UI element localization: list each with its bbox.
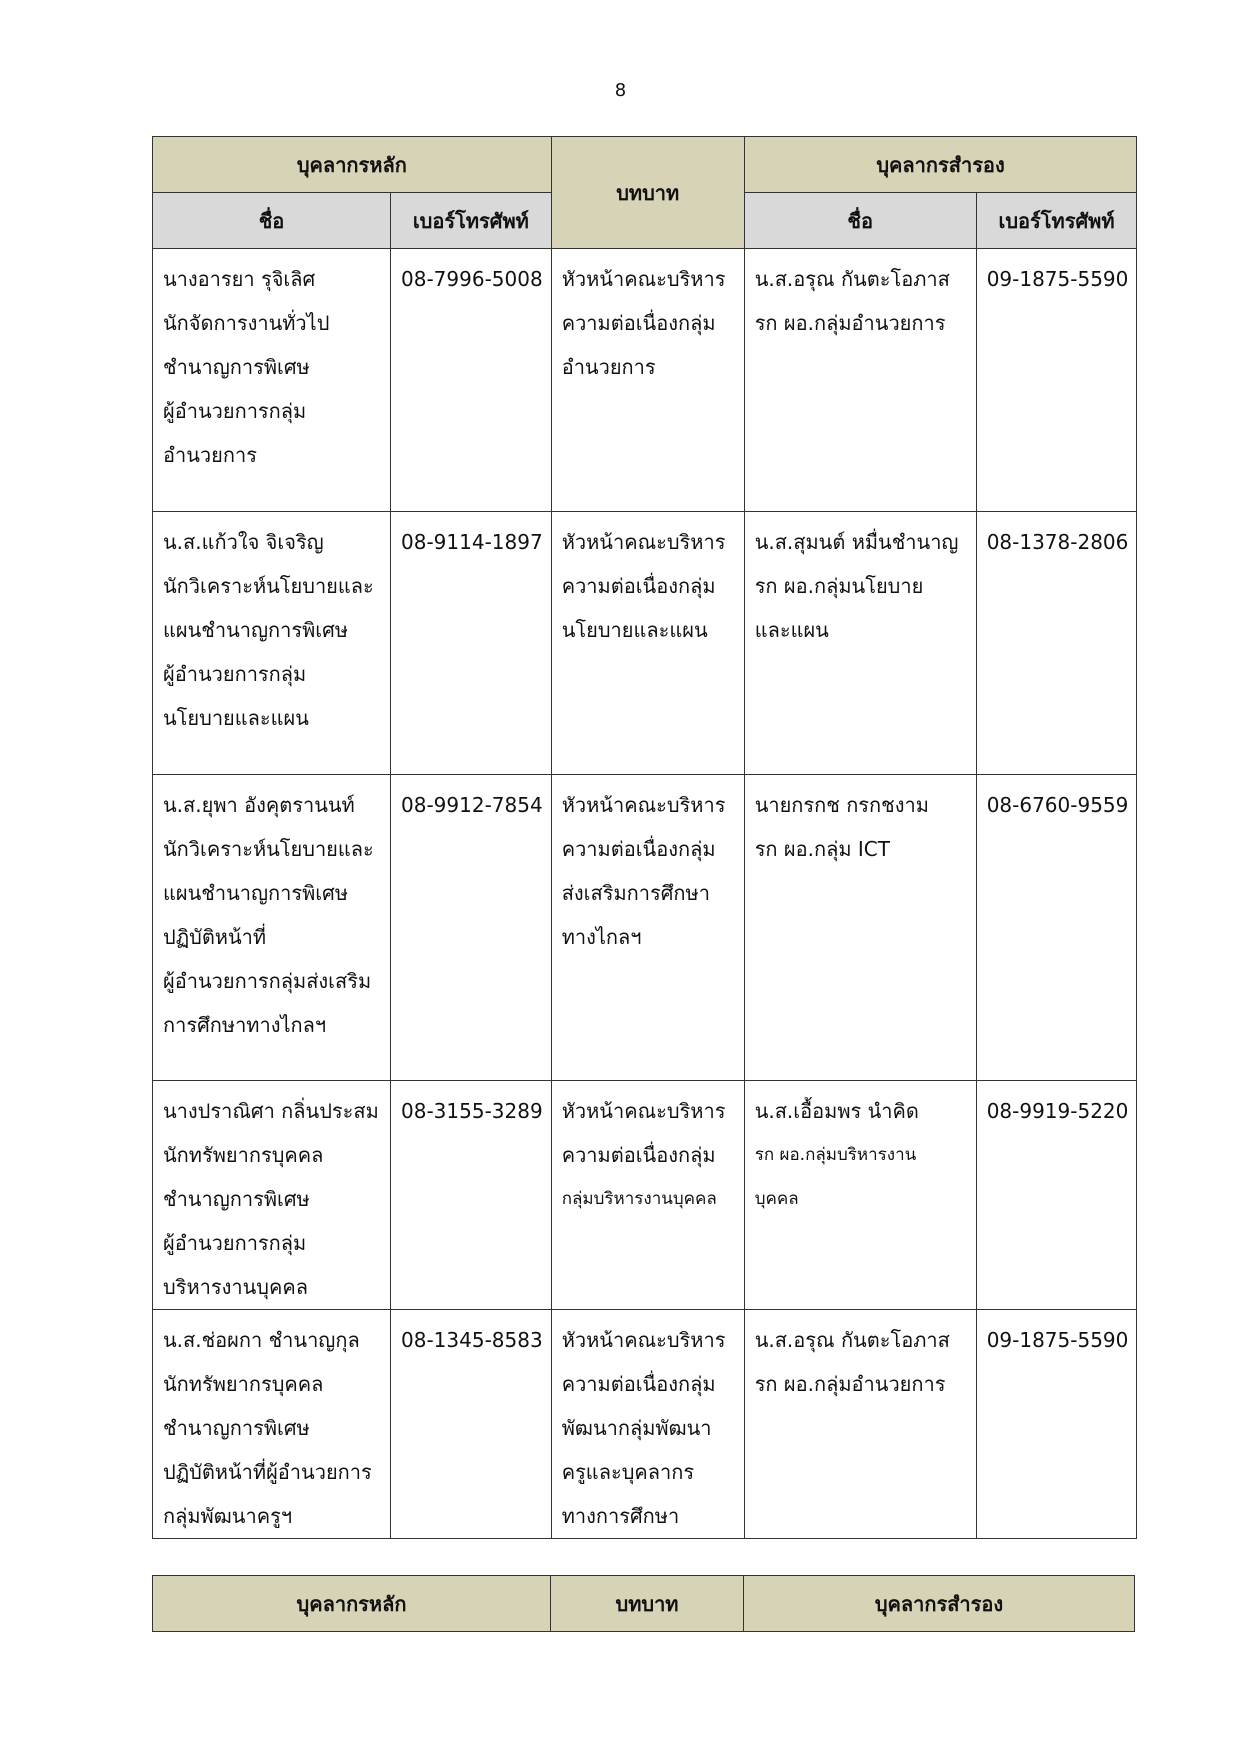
role-cell <box>551 1310 744 1539</box>
main-name-line: ผู้อำนวยการกลุ่ม <box>163 1231 307 1255</box>
backup-phone: 09-1875-5590 <box>986 1328 1129 1352</box>
backup-name-line: รก ผอ.กลุ่มบริหารงาน <box>754 1145 917 1165</box>
header-role: บทบาท <box>551 1576 744 1632</box>
main-name-line: นักทรัพยากรบุคคล <box>163 1372 324 1396</box>
main-name-line: อำนวยการ <box>163 443 257 467</box>
backup-name-line: รก ผอ.กลุ่มอำนวยการ <box>754 311 946 335</box>
header-main-personnel: บุคลากรหลัก <box>153 1576 551 1632</box>
main-name-line: น.ส.แก้วใจ จิเจริญ <box>163 530 324 554</box>
backup-phone-cell <box>976 249 1137 512</box>
role-line: กลุ่มบริหารงานบุคคล <box>561 1189 717 1209</box>
role-cell <box>551 512 744 775</box>
second-table-header <box>152 1575 1135 1632</box>
main-name-line: ชำนาญการพิเศษ <box>163 1187 310 1211</box>
table-row <box>153 249 1137 512</box>
role-line: ความต่อเนื่องกลุ่ม <box>561 1372 716 1396</box>
role-line: ความต่อเนื่องกลุ่ม <box>561 1143 716 1167</box>
table-row <box>153 512 1137 775</box>
role-line: หัวหน้าคณะบริหาร <box>561 530 726 554</box>
main-name-line: นางอารยา รุจิเลิศ <box>163 267 316 291</box>
backup-name-cell <box>744 249 976 512</box>
backup-name-line: รก ผอ.กลุ่ม ICT <box>754 837 890 861</box>
role-line: หัวหน้าคณะบริหาร <box>561 793 726 817</box>
backup-name-line: น.ส.เอื้อมพร นำคิด <box>754 1099 919 1123</box>
role-line: อำนวยการ <box>561 355 656 379</box>
backup-name-line: น.ส.สุมนต์ หมื่นชำนาญ <box>754 530 959 554</box>
role-line: ทางไกลฯ <box>561 925 642 949</box>
main-name-line: นักทรัพยากรบุคคล <box>163 1143 324 1167</box>
backup-phone-cell <box>976 512 1137 775</box>
main-name-line: นางปราณิศา กลิ่นประสม <box>163 1099 379 1123</box>
header-backup-personnel: บุคลากรสำรอง <box>744 1576 1135 1632</box>
main-name-line: ผู้อำนวยการกลุ่มส่งเสริม <box>163 969 372 993</box>
backup-name-cell <box>744 1081 976 1310</box>
main-name-line: นักวิเคราะห์นโยบายและ <box>163 837 374 861</box>
main-name-line: นักวิเคราะห์นโยบายและ <box>163 574 374 598</box>
role-line: หัวหน้าคณะบริหาร <box>561 1328 726 1352</box>
main-name-line: น.ส.ยุพา อังคุตรานนท์ <box>163 793 355 817</box>
main-name-line: น.ส.ช่อผกา ชำนาญกุล <box>163 1328 360 1352</box>
role-cell <box>551 1081 744 1310</box>
table-row <box>153 1081 1137 1310</box>
page-number: 8 <box>614 80 627 101</box>
main-name-line: แผนชำนาญการพิเศษ <box>163 618 349 642</box>
backup-phone-cell <box>976 775 1137 1081</box>
main-phone-cell <box>391 1310 552 1539</box>
role-line: หัวหน้าคณะบริหาร <box>561 267 726 291</box>
role-line: ส่งเสริมการศึกษา <box>561 881 710 905</box>
role-line: ความต่อเนื่องกลุ่ม <box>561 837 716 861</box>
main-name-cell <box>153 249 391 512</box>
main-name-line: แผนชำนาญการพิเศษ <box>163 881 349 905</box>
role-cell <box>551 249 744 512</box>
personnel-table <box>152 136 1137 1539</box>
main-phone: 08-9114-1897 <box>401 530 543 554</box>
table-row <box>153 775 1137 1081</box>
main-name-line: ชำนาญการพิเศษ <box>163 355 310 379</box>
main-name-cell <box>153 775 391 1081</box>
main-phone-cell <box>391 1081 552 1310</box>
main-name-cell <box>153 1310 391 1539</box>
main-name-line: ปฏิบัติหน้าที่ผู้อำนวยการ <box>163 1460 372 1484</box>
main-phone-cell <box>391 249 552 512</box>
main-name-line: ผู้อำนวยการกลุ่ม <box>163 399 307 423</box>
main-name-line: นโยบายและแผน <box>163 706 309 730</box>
backup-name-line: บุคคล <box>754 1189 799 1209</box>
role-line: หัวหน้าคณะบริหาร <box>561 1099 726 1123</box>
main-name-line: นักจัดการงานทั่วไป <box>163 311 330 335</box>
main-name-cell <box>153 512 391 775</box>
main-phone-cell <box>391 775 552 1081</box>
main-name-line: กลุ่มพัฒนาครูฯ <box>163 1504 293 1528</box>
role-line: ครูและบุคลากร <box>561 1460 695 1484</box>
role-cell <box>551 775 744 1081</box>
main-phone: 08-7996-5008 <box>401 267 543 291</box>
header-backup-phone: เบอร์โทรศัพท์ <box>976 193 1137 249</box>
main-phone: 08-1345-8583 <box>401 1328 543 1352</box>
backup-name-line: นายกรกช กรกชงาม <box>754 793 929 817</box>
role-line: ทางการศึกษา <box>561 1504 680 1528</box>
role-line: นโยบายและแผน <box>561 618 708 642</box>
main-name-line: ปฏิบัติหน้าที่ <box>163 925 267 949</box>
backup-phone: 08-1378-2806 <box>986 530 1129 554</box>
backup-name-cell <box>744 775 976 1081</box>
backup-phone: 09-1875-5590 <box>986 267 1129 291</box>
header-role: บทบาท <box>551 137 744 249</box>
role-line: ความต่อเนื่องกลุ่ม <box>561 574 716 598</box>
backup-phone-cell <box>976 1310 1137 1539</box>
backup-name-line: น.ส.อรุณ กันตะโอภาส <box>754 267 950 291</box>
main-name-line: การศึกษาทางไกลฯ <box>163 1013 327 1037</box>
main-phone: 08-3155-3289 <box>401 1099 543 1123</box>
header-backup-name: ชื่อ <box>744 193 976 249</box>
table-row <box>153 1310 1137 1539</box>
backup-name-line: รก ผอ.กลุ่มนโยบาย <box>754 574 924 598</box>
backup-name-line: และแผน <box>754 618 829 642</box>
header-main-name: ชื่อ <box>153 193 391 249</box>
backup-name-cell <box>744 1310 976 1539</box>
main-phone-cell <box>391 512 552 775</box>
backup-phone: 08-6760-9559 <box>986 793 1129 817</box>
main-name-line: บริหารงานบุคคล <box>163 1275 308 1299</box>
role-line: ความต่อเนื่องกลุ่ม <box>561 311 716 335</box>
header-main-phone: เบอร์โทรศัพท์ <box>391 193 552 249</box>
backup-name-line: น.ส.อรุณ กันตะโอภาส <box>754 1328 950 1352</box>
backup-phone-cell <box>976 1081 1137 1310</box>
main-name-line: ผู้อำนวยการกลุ่ม <box>163 662 307 686</box>
backup-name-cell <box>744 512 976 775</box>
backup-name-line: รก ผอ.กลุ่มอำนวยการ <box>754 1372 946 1396</box>
role-line: พัฒนากลุ่มพัฒนา <box>561 1416 712 1440</box>
header-main-personnel: บุคลากรหลัก <box>153 137 552 193</box>
backup-phone: 08-9919-5220 <box>986 1099 1129 1123</box>
main-name-cell <box>153 1081 391 1310</box>
header-backup-personnel: บุคลากรสำรอง <box>744 137 1137 193</box>
main-name-line: ชำนาญการพิเศษ <box>163 1416 310 1440</box>
main-phone: 08-9912-7854 <box>401 793 543 817</box>
